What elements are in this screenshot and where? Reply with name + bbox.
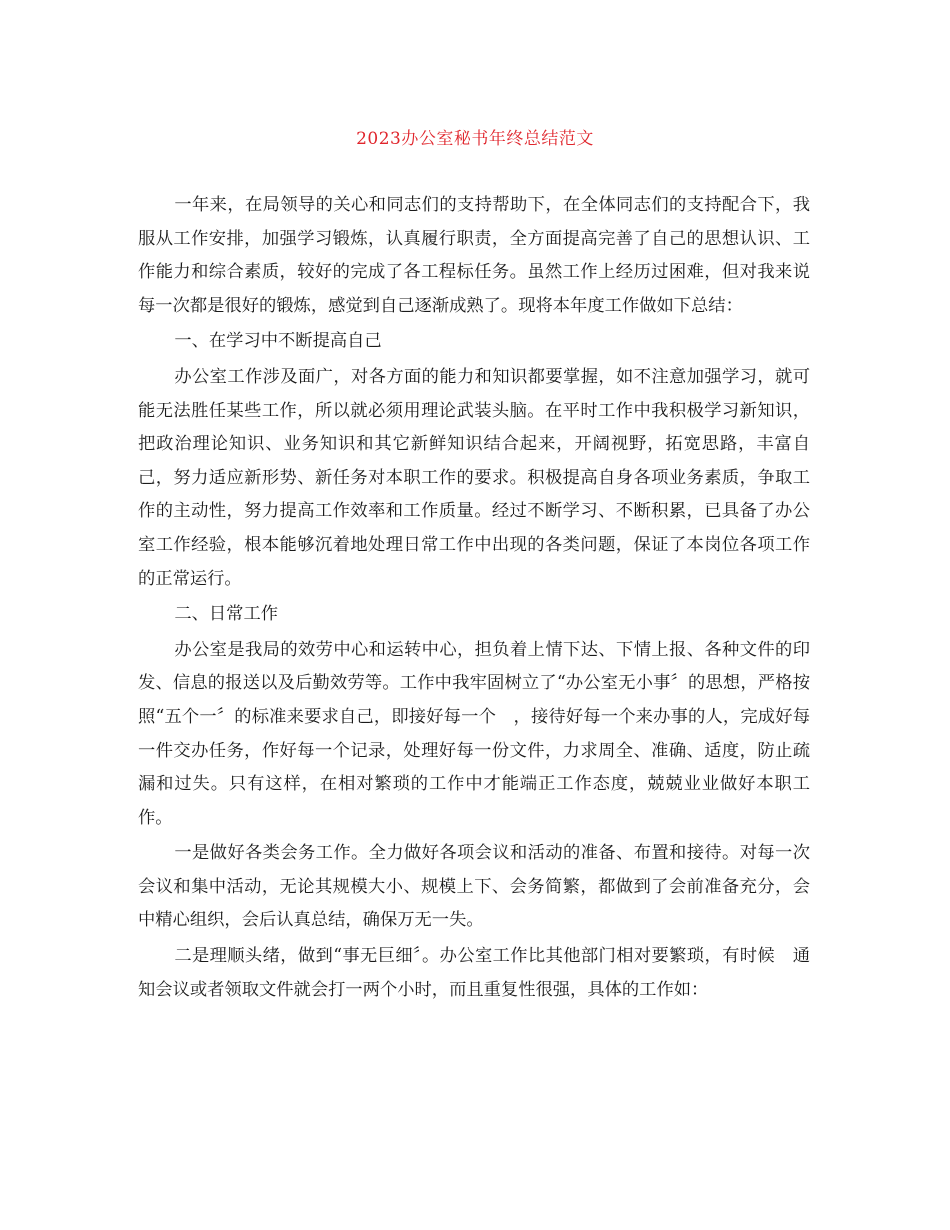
section-heading-study: 一、在学习中不断提高自己 bbox=[174, 331, 382, 352]
section-heading-daily-work: 二、日常工作 bbox=[174, 604, 279, 625]
document-title: 2023办公室秘书年终总结范文 bbox=[356, 129, 594, 149]
paragraph-daily-work: 办公室是我局的效劳中心和运转中心，担负着上情下达、下情上报、各种文件的印发、信息的报送以及后勤效劳等。工作中我牢固树立了“办公室无小事〞的思想，严格按照“五个一〞的标准来要求自己，即接好每一个 ，接待好每一个来办事的人，完成好每一件交办任务，作好每一个记录，处理好每一份文件，力求周全、准确、适度，防止疏漏和过失。只有这样，在相对繁琐的工作中才能端正工作态度，兢兢业业做好本职工作。 bbox=[138, 639, 810, 828]
paragraph-study: 办公室工作涉及面广，对各方面的能力和知识都要掌握，如不注意加强学习，就可能无法胜任某些工作，所以就必须用理论武装头脑。在平时工作中我积极学习新知识，把政治理论知识、业务知识和其它新鲜知识结合起来，开阔视野，拓宽思路，丰富自己，努力适应新形势、新任务对本职工作的要求。积极提高自身各项业务素质，争取工作的主动性，努力提高工作效率和工作质量。经过不断学习、不断积累，已具备了办公室工作经验，根本能够沉着地处理日常工作中出现的各类问题，保证了本岗位各项工作的正常运行。 bbox=[138, 366, 810, 589]
paragraph-intro: 一年来，在局领导的关心和同志们的支持帮助下，在全体同志们的支持配合下，我服从工作安排，加强学习锻炼，认真履行职责，全方面提高完善了自己的思想认识、工作能力和综合素质，较好的完成了各工程标任务。虽然工作上经历过困难，但对我来说每一次都是很好的锻炼，感觉到自己逐渐成熟了。现将本年度工作做如下总结： bbox=[138, 195, 810, 316]
paragraph-details: 二是理顺头绪，做到“事无巨细〞。办公室工作比其他部门相对要繁琐，有时候 通知会议或者领取文件就会打一两个小时，而且重复性很强，具体的工作如： bbox=[138, 946, 810, 1000]
document-body bbox=[138, 189, 810, 1007]
paragraph-meetings: 一是做好各类会务工作。全力做好各项会议和活动的准备、布置和接待。对每一次会议和集中活动，无论其规模大小、规模上下、会务简繁，都做到了会前准备充分，会中精心组织，会后认真总结，确保万无一失。 bbox=[138, 843, 810, 931]
